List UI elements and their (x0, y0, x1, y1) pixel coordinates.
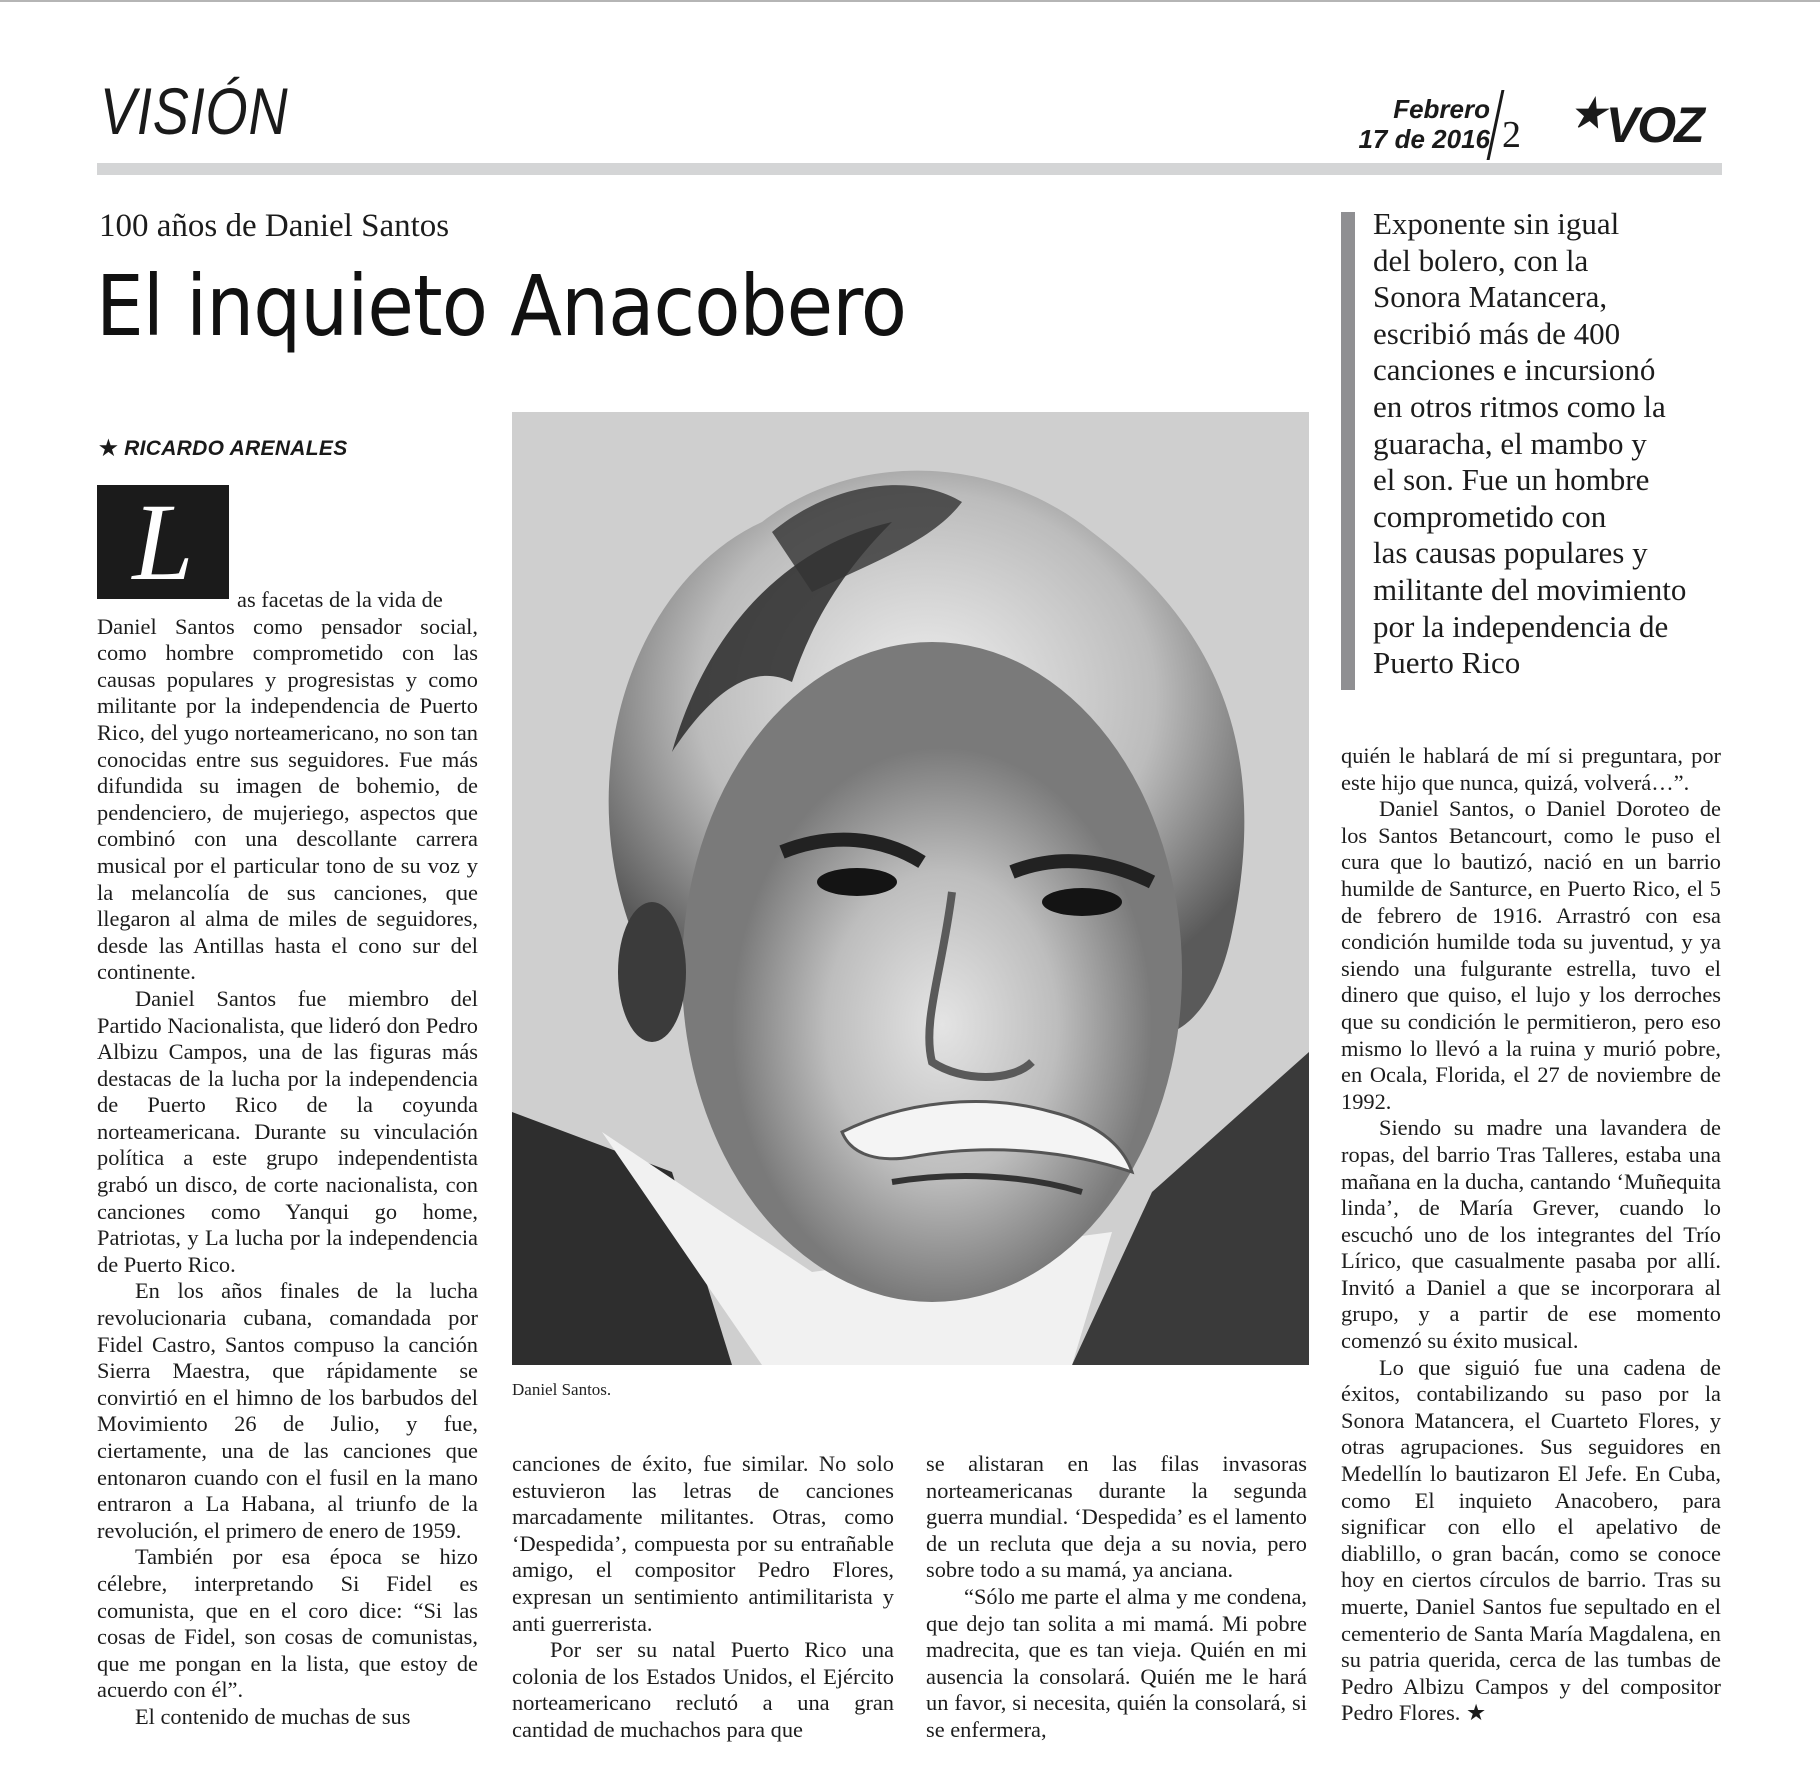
pull-quote-line: Exponente sin igual (1373, 206, 1620, 241)
pull-quote-line: el son. Fue un hombre (1373, 462, 1650, 498)
portrait-image (512, 412, 1309, 1365)
article-headline: El inquieto Anacobero (96, 257, 907, 355)
issue-date-day-year: 17 de 2016 (1358, 124, 1490, 154)
pull-quote-line: las causas populares y (1373, 535, 1648, 571)
paragraph-text: Daniel Santos como pensador social, como hombre comprometido con las causas populares y progresistas y como militante por la independencia de Puerto Rico, del yugo norteamericano, no son tan conocidas entre sus seguidores. Fue más difundida su imagen de bohemio, de pendenciero, de mujeriego, aspectos que combinó con una descollante carrera musical por el particular tono de su voz y la melancolía de sus canciones, que llegaron al alma de miles de seguidores, desde las Antillas hasta el cono sur del continente. (97, 613, 478, 985)
pull-quote-line: Sonora Matancera, (1373, 279, 1608, 315)
article-column-3 (926, 1451, 1307, 1744)
article-column-2 (512, 1451, 894, 1744)
pull-quote-line: en otros ritmos como la (1373, 388, 1666, 424)
issue-date (1330, 94, 1490, 154)
header-rule (97, 163, 1722, 175)
paragraph-text: Lo que siguió fue una cadena de éxitos, contabilizando su paso por la Sonora Matancera, el Cuarteto Flores, y otras agrupaciones. Sus seguidores en Medellín lo bautizaron El Jefe. En Cuba, como El inquieto Anacobero, para significar con ello el apelativo de diablillo, o gran bacán, como se conoce hoy en ciertos círculos de barrio. Tras su muerte, Daniel Santos fue sepultado en el cementerio de Santa María Magdalena, en su patria querida, cerca de las tumbas de Pedro Albizu Campos y del compositor Pedro Flores. (1341, 1354, 1721, 1726)
pull-quote-bar (1341, 212, 1355, 690)
pull-quote (1373, 206, 1733, 682)
paragraph (1341, 1355, 1721, 1727)
pull-quote-line: comprometido con (1373, 498, 1607, 534)
paragraph: Siendo su madre una lavandera de ropas, del barrio Tras Talleres, estaba una mañana en la ducha, cantando ‘Muñequita linda’, de María Grever, cuando lo escuchó uno de los integrantes del Trío Lírico, que casualmente pasaba por allí. Invitó a Daniel a que se incorporara al grupo, y a partir de ese momento comenzó su éxito musical. (1341, 1115, 1721, 1354)
paragraph: Daniel Santos, o Daniel Doroteo de los Santos Betancourt, como le puso el cura que lo bautizó, nació en un barrio humilde de Santurce, en Puerto Rico, el 5 de febrero de 1916. Arrastró con esa condición humilde toda su juventud, y ya siendo una fulgurante estrella, tuvo el dinero que quiso, el lujo y los derroches que su condición le permitieron, pero eso mismo lo llevó a la ruina y murió pobre, en Ocala, Florida, el 27 de noviembre de 1992. (1341, 796, 1721, 1114)
photo-caption: Daniel Santos. (512, 1380, 612, 1399)
pull-quote-line: guaracha, el mambo y (1373, 425, 1647, 461)
paragraph: En los años finales de la lucha revolucionaria cubana, comandada por Fidel Castro, Santos compuso la canción Sierra Maestra, que rápidamente se convirtió en el himno de los barbudos del Movimiento 26 de Julio, y fue, ciertamente, una de las canciones que entonaron cuando con el fusil en la mano entraron a La Habana, al triunfo de la revolución, el primero de enero de 1959. (97, 1278, 478, 1543)
top-border-line (0, 0, 1820, 2)
pull-quote-line: por la independencia de (1373, 608, 1669, 644)
paragraph: quién le hablará de mí si preguntara, por este hijo que nunca, quizá, volverá…”. (1341, 743, 1721, 795)
paragraph: canciones de éxito, fue similar. No solo estuvieron las letras de canciones marcadamente militantes. Otras, como ‘Despedida’, compuesta por su entrañable amigo, el compositor Pedro Flores, expresan un sentimiento antimilitarista y anti guerrerista. (512, 1451, 894, 1636)
star-icon: ★ (99, 437, 119, 460)
issue-date-month: Febrero (1393, 94, 1490, 124)
article-column-4 (1341, 743, 1721, 1727)
paragraph-first-line: as facetas de la vida de (237, 587, 443, 612)
paragraph: También por esa época se hizo célebre, interpretando Si Fidel es comunista, que en el coro dice: “Si las cosas de Fidel, son cosas de comunistas, que me pongan en la lista, que estoy de acuerdo con él”. (97, 1544, 478, 1703)
pull-quote-line: militante del movimiento (1373, 571, 1687, 607)
section-title: VISIÓN (100, 74, 289, 148)
end-star-icon: ★ (1460, 1700, 1487, 1726)
paragraph: Daniel Santos fue miembro del Partido Nacionalista, que lideró don Pedro Albizu Campos, una de las figuras más destacas de la lucha por la independencia de Puerto Rico de la coyunda norteamericana. Durante su vinculación política a este grupo independentista grabó un disco, de corte nacionalista, con canciones como Yanqui go home, Patriotas, y La lucha por la independencia de Puerto Rico. (97, 985, 478, 1277)
article-kicker: 100 años de Daniel Santos (99, 208, 450, 244)
star-icon: ★ (1570, 92, 1604, 136)
pull-quote-line: del bolero, con la (1373, 242, 1589, 278)
byline (99, 436, 348, 461)
logo-text: VOZ (1605, 97, 1703, 153)
page-number: 2 (1502, 114, 1521, 156)
pull-quote-line: canciones e incursionó (1373, 352, 1656, 388)
author-name: RICARDO ARENALES (124, 437, 348, 460)
article-column-1 (97, 587, 478, 1731)
voz-logo (1570, 92, 1703, 153)
pull-quote-line: Puerto Rico (1373, 645, 1521, 681)
paragraph: “Sólo me parte el alma y me condena, que dejo tan solita a mi mamá. Mi pobre madrecita, que es tan vieja. Quién en mi ausencia la consolará. Quién me le hará un favor, si necesita, quién la consolará, si se enfermera, (926, 1583, 1307, 1742)
paragraph: El contenido de muchas de sus (135, 1703, 411, 1729)
paragraph: se alistaran en las filas invasoras norteamericanas durante la segunda guerra mundial. ‘Despedida’ es el lamento de un recluta que deja a su novia, pero sobre todo a su mamá, ya anciana. (926, 1451, 1307, 1583)
drop-cap: L (97, 485, 229, 599)
paragraph: Por ser su natal Puerto Rico una colonia de los Estados Unidos, el Ejército norteamericano reclutó a una gran cantidad de muchachos para que (512, 1637, 894, 1742)
portrait-photo (512, 412, 1309, 1365)
paragraph (97, 587, 478, 986)
pull-quote-line: escribió más de 400 (1373, 315, 1621, 351)
